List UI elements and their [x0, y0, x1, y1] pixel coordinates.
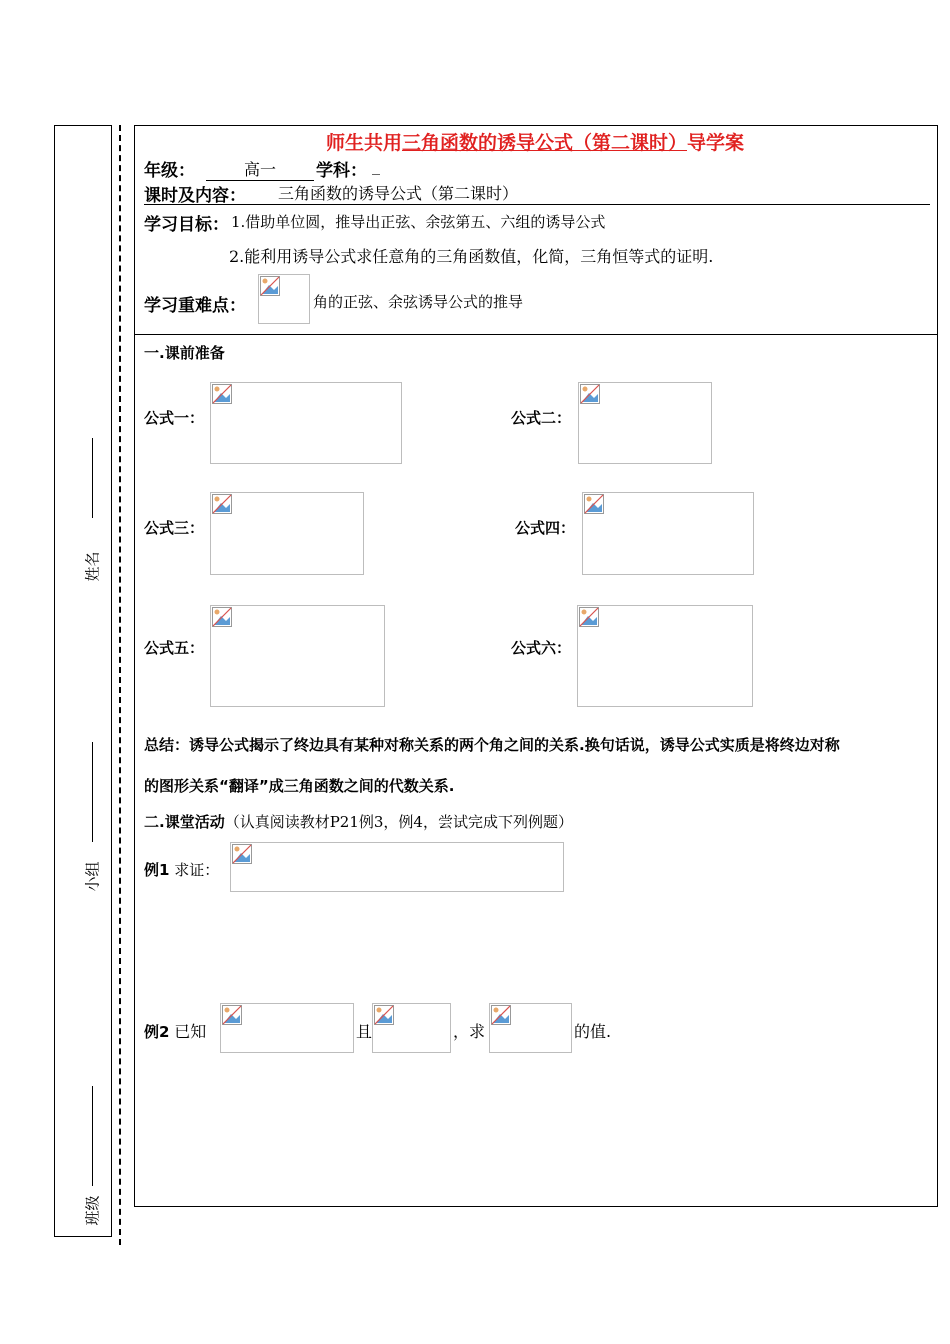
- lesson-label: 课时及内容：: [144, 186, 246, 206]
- binding-strip: [54, 125, 112, 1237]
- group-label: 小组: [83, 861, 102, 892]
- example-2-value: 的值.: [574, 1022, 612, 1041]
- summary-line-1: 总结：诱导公式揭示了终边具有某种对称关系的两个角之间的关系.换句话说，诱导公式实质是将终边对称: [144, 736, 840, 754]
- example-1: 例1 求证：: [144, 861, 220, 879]
- broken-image-icon: [579, 607, 599, 627]
- formula-6-label: 公式六：: [511, 639, 572, 657]
- formula-5-image: [210, 605, 385, 707]
- formula-image: [258, 274, 310, 324]
- section2-heading: 二.课堂活动（认真阅读教材P21例3，例4，尝试完成下列例题）: [144, 813, 573, 831]
- subject-value: _: [372, 156, 380, 175]
- goals-label: 学习目标：: [144, 215, 229, 235]
- broken-image-icon: [222, 1005, 242, 1025]
- broken-image-icon: [584, 494, 604, 514]
- example-2-label: 例2 已知: [144, 1022, 207, 1041]
- formula-5-label: 公式五：: [144, 639, 205, 657]
- goal-1: 1.借助单位圆，推导出正弦、余弦第五、六组的诱导公式: [231, 213, 606, 231]
- formula-2-label: 公式二：: [511, 409, 572, 427]
- formula-3-label: 公式三：: [144, 519, 205, 537]
- example-2-and: 且: [356, 1022, 373, 1041]
- header-rule: [144, 204, 930, 205]
- formula-4-image: [582, 492, 754, 575]
- section-divider: [134, 334, 938, 335]
- class-line: [92, 1086, 93, 1186]
- formula-1-label: 公式一：: [144, 409, 205, 427]
- example-2-image-1: [220, 1003, 354, 1053]
- example-2-image-3: [489, 1003, 572, 1053]
- broken-image-icon: [212, 494, 232, 514]
- group-line: [92, 742, 93, 842]
- broken-image-icon: [212, 607, 232, 627]
- formula-6-image: [577, 605, 753, 707]
- example-2-find: ，求: [453, 1022, 486, 1041]
- grade-value: 高一: [206, 157, 314, 181]
- key-points-text: 角的正弦、余弦诱导公式的推导: [313, 293, 524, 311]
- section1-heading: 一.课前准备: [144, 344, 225, 362]
- goal-2: 2.能利用诱导公式求任意角的三角函数值，化简，三角恒等式的证明.: [229, 247, 714, 266]
- subject-label: 学科：: [316, 161, 367, 181]
- broken-image-icon: [580, 384, 600, 404]
- grade-label: 年级：: [144, 161, 195, 181]
- key-points-label: 学习重难点：: [144, 296, 246, 316]
- broken-image-icon: [260, 276, 280, 296]
- broken-image-icon: [232, 844, 252, 864]
- formula-2-image: [578, 382, 712, 464]
- formula-3-image: [210, 492, 364, 575]
- example-1-image: [230, 842, 564, 892]
- broken-image-icon: [491, 1005, 511, 1025]
- formula-1-image: [210, 382, 402, 464]
- example-2-image-2: [372, 1003, 451, 1053]
- lesson-value: 三角函数的诱导公式（第二课时）: [256, 181, 566, 205]
- broken-image-icon: [374, 1005, 394, 1025]
- class-label: 班级: [83, 1195, 102, 1226]
- name-line: [92, 438, 93, 518]
- page-title: 师生共用三角函数的诱导公式（第二课时）导学案: [325, 132, 745, 154]
- summary-line-2: 的图形关系“翻译”成三角函数之间的代数关系.: [144, 777, 455, 795]
- cut-line: [119, 125, 121, 1245]
- name-label: 姓名: [83, 551, 102, 582]
- formula-4-label: 公式四：: [515, 519, 576, 537]
- broken-image-icon: [212, 384, 232, 404]
